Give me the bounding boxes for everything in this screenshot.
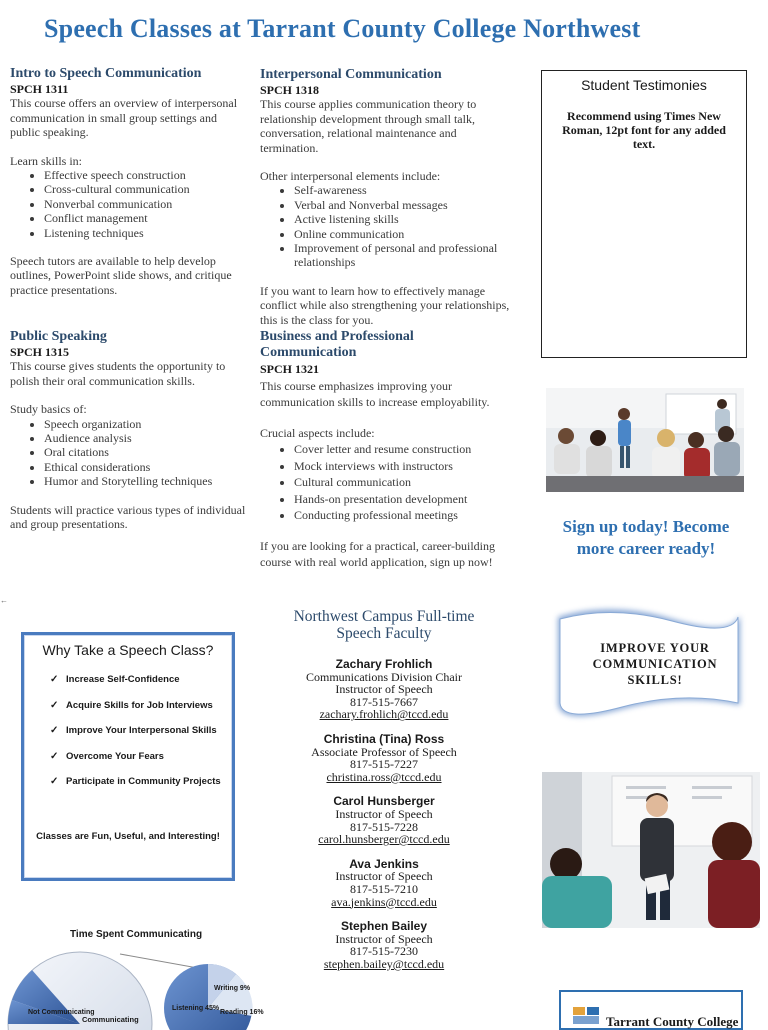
faculty-section xyxy=(270,608,498,970)
testimonies-box xyxy=(541,70,747,358)
list-item: • Oral citations xyxy=(44,445,248,459)
faculty-name: Stephen Bailey xyxy=(340,919,428,934)
faculty-email-link[interactable]: stephen.bailey@tccd.edu xyxy=(323,956,445,971)
pie-label-writing: Writing 9% xyxy=(214,985,251,992)
faculty-heading: Northwest Campus Full-time Speech Faculty xyxy=(293,608,475,642)
course-code: SPCH 1315 xyxy=(10,345,70,359)
list-item: • Audience analysis xyxy=(44,431,248,445)
course-closing: Speech tutors are available to help develop outlines, PowerPoint slide shows, and critique practice presentations. xyxy=(10,254,232,297)
list-item: • Ethical considerations xyxy=(44,460,248,474)
checkmark-icon: ✓ xyxy=(50,776,59,787)
course-name: Intro to Speech Communication xyxy=(10,66,202,81)
faculty-phone: 817-515-7210 xyxy=(350,881,418,896)
list-item: • Conducting professional meetings xyxy=(294,507,512,524)
time-communicating-chart xyxy=(0,920,264,1024)
list-item: • Nonverbal communication xyxy=(44,197,248,211)
list-item: • Hands-on presentation development xyxy=(294,491,512,508)
course-intro-speech xyxy=(10,66,248,297)
faculty-name: Zachary Frohlich xyxy=(335,657,433,671)
course-name: Business and Professional Communication xyxy=(260,329,414,360)
course-description: This course emphasizes improving your communication skills to increase employability. xyxy=(260,378,490,409)
testimonies-heading: Student Testimonies xyxy=(581,77,707,93)
course-code: SPCH 1318 xyxy=(260,83,320,97)
course-closing: If you want to learn how to effectively manage conflict while also strengthening your relationships, this is the class for you. xyxy=(260,283,510,327)
list-intro: Learn skills in: xyxy=(10,153,82,168)
list-item: • Self-awareness xyxy=(294,183,512,197)
reason-label: Improve Your Interpersonal Skills xyxy=(66,725,217,736)
list-item: • Mock interviews with instructors xyxy=(294,458,512,475)
list-intro: Other interpersonal elements include: xyxy=(260,169,441,184)
faculty-name: Carol Hunsberger xyxy=(333,794,435,809)
course-code: SPCH 1321 xyxy=(260,362,320,376)
faculty-phone: 817-515-7230 xyxy=(350,944,418,959)
course-name: Interpersonal Communication xyxy=(260,67,442,82)
college-logo-text: Tarrant County College xyxy=(606,1014,739,1029)
pie-label-reading: Reading 16% xyxy=(220,1009,264,1016)
course-name: Public Speaking xyxy=(10,329,107,344)
list-item: • Listening techniques xyxy=(44,226,248,240)
faculty-title: Associate Professor of Speech xyxy=(311,744,457,759)
faculty-email-link[interactable]: christina.ross@tccd.edu xyxy=(326,769,442,784)
course-description: This course offers an overview of interpersonal communication in small group settings and public speaking. xyxy=(10,96,238,140)
list-item: • Cover letter and resume construction xyxy=(294,441,512,458)
list-intro: Study basics of: xyxy=(10,402,87,417)
faculty-phone: 817-515-7667 xyxy=(350,694,418,709)
faculty-email-link[interactable]: zachary.frohlich@tccd.edu xyxy=(319,707,449,722)
faculty-name: Christina (Tina) Ross xyxy=(323,731,445,746)
reason-label: Increase Self-Confidence xyxy=(66,674,180,685)
reason-label: Overcome Your Fears xyxy=(66,750,164,762)
college-logo-icon xyxy=(573,1007,599,1024)
list-item xyxy=(50,751,232,777)
faculty-title: Instructor of Speech xyxy=(335,682,433,697)
course-closing: Students will practice various types of individual and group presentations. xyxy=(10,502,246,532)
faculty-member xyxy=(270,733,498,783)
pie-label-communicating: Communicating xyxy=(82,1015,139,1024)
list-item: • Effective speech construction xyxy=(44,168,248,182)
course-business-professional xyxy=(260,329,512,571)
course-interpersonal xyxy=(260,67,512,327)
list-item: • Conflict management xyxy=(44,211,248,225)
faculty-title: Instructor of Speech xyxy=(335,869,433,884)
faculty-title: Communications Division Chair xyxy=(306,669,462,684)
course-description: This course gives students the opportunity to polish their oral communication skills. xyxy=(10,359,226,388)
faculty-email-link[interactable]: carol.hunsberger@tccd.edu xyxy=(318,832,450,847)
reason-label: Participate in Community Projects xyxy=(66,776,221,787)
faculty-title: Instructor of Speech xyxy=(335,931,433,946)
list-intro: Crucial aspects include: xyxy=(260,425,375,440)
list-item xyxy=(50,674,232,700)
why-footer: Classes are Fun, Useful, and Interesting! xyxy=(36,831,220,842)
course-closing: If you are looking for a practical, career-building course with real world application, sign up now! xyxy=(260,538,495,569)
chart-title: Time Spent Communicating xyxy=(70,929,203,940)
faculty-phone: 817-515-7227 xyxy=(350,757,418,772)
list-item: • Online communication xyxy=(294,227,512,241)
checkmark-icon: ✓ xyxy=(50,725,59,736)
list-item xyxy=(50,725,232,751)
skill-list xyxy=(32,168,248,240)
element-list xyxy=(282,183,512,269)
faculty-member xyxy=(270,658,498,721)
list-item xyxy=(50,700,232,726)
faculty-phone: 817-515-7228 xyxy=(350,819,418,834)
classroom-photo xyxy=(546,388,744,492)
list-item xyxy=(50,776,232,802)
course-description: This course applies communication theory to relationship development through small talk, conversation, relational maintenance and termination. xyxy=(260,97,477,155)
banner-text: IMPROVE YOUR COMMUNICATION SKILLS! xyxy=(592,641,718,687)
pie-label-listening: Listening 45% xyxy=(172,1005,220,1012)
faculty-title: Instructor of Speech xyxy=(335,806,433,821)
why-take-box xyxy=(21,632,235,881)
presentation-photo xyxy=(542,772,760,928)
list-item: • Cultural communication xyxy=(294,474,512,491)
list-item: • Improvement of personal and professional relationships xyxy=(294,241,512,270)
page-title: Speech Classes at Tarrant County College Northwest xyxy=(44,14,641,43)
basics-list xyxy=(32,417,248,489)
signup-callout: Sign up today! Become more career ready! xyxy=(562,517,730,558)
course-code: SPCH 1311 xyxy=(10,82,69,96)
faculty-member xyxy=(270,920,498,970)
list-item: • Humor and Storytelling techniques xyxy=(44,474,248,488)
course-public-speaking xyxy=(10,329,248,531)
checkmark-icon: ✓ xyxy=(50,750,59,762)
reason-label: Acquire Skills for Job Interviews xyxy=(66,699,213,711)
why-heading: Why Take a Speech Class? xyxy=(42,642,214,658)
arrow-mark-icon: ← xyxy=(0,596,8,605)
faculty-member xyxy=(270,858,498,908)
faculty-email-link[interactable]: ava.jenkins@tccd.edu xyxy=(331,894,437,909)
list-item: • Speech organization xyxy=(44,417,248,431)
pie-label-not-communicating: Not Communicating xyxy=(28,1009,95,1016)
faculty-member xyxy=(270,795,498,845)
list-item: • Cross-cultural communication xyxy=(44,182,248,196)
reason-list xyxy=(50,674,232,802)
list-item: • Active listening skills xyxy=(294,212,512,226)
testimonies-note: Recommend using Times New Roman, 12pt font for any added text. xyxy=(562,109,726,151)
faculty-name: Ava Jenkins xyxy=(349,856,419,871)
aspects-list xyxy=(282,441,512,524)
checkmark-icon: ✓ xyxy=(50,674,59,685)
list-item: • Verbal and Nonverbal messages xyxy=(294,198,512,212)
checkmark-icon: ✓ xyxy=(50,699,59,711)
